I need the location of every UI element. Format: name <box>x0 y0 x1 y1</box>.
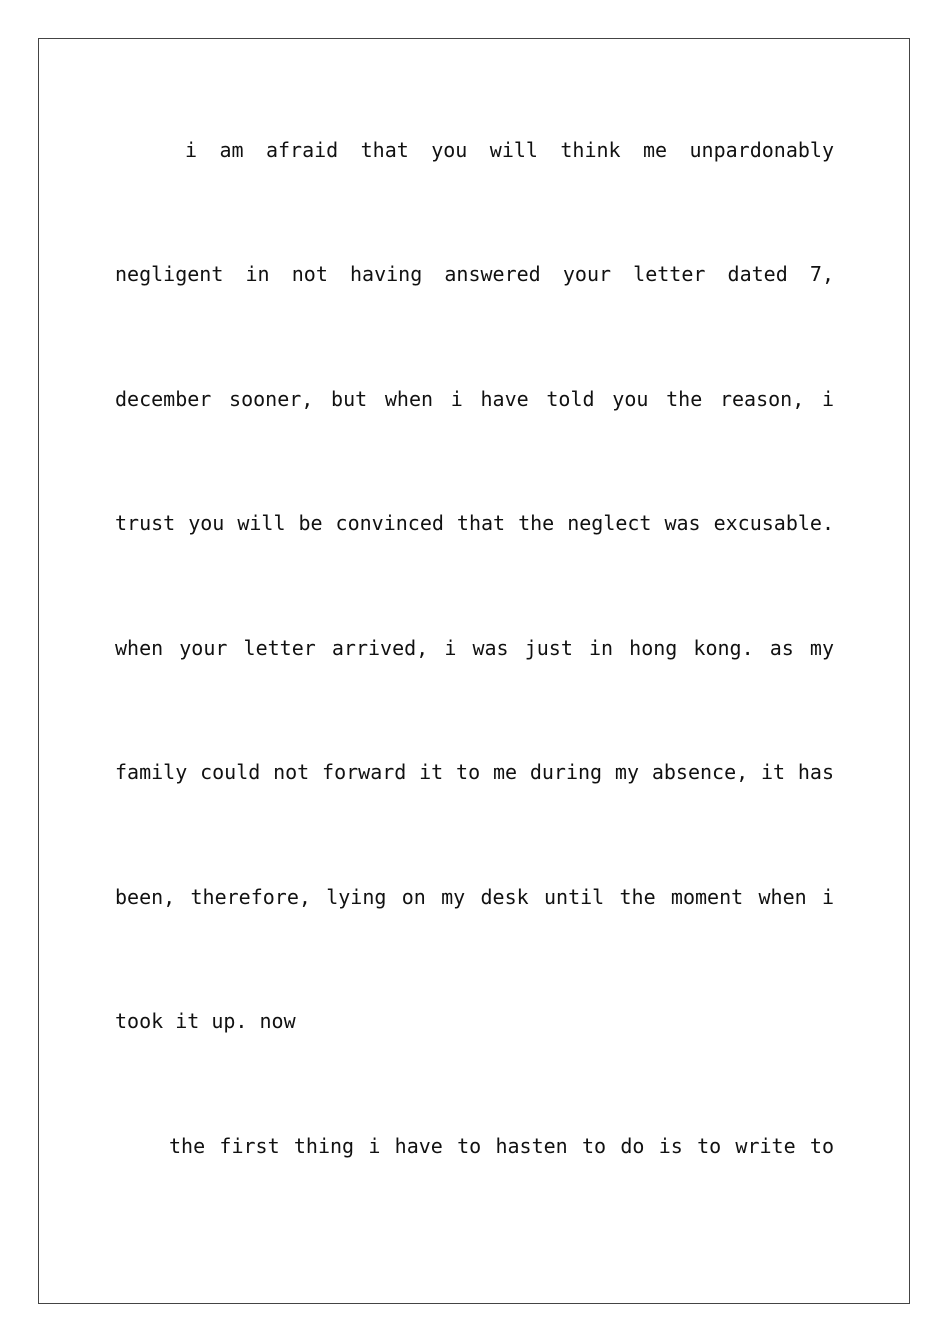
paragraph-line-2: negligent in not having answered your letter dated 7, <box>115 262 834 286</box>
paragraph-line-1: i am afraid that you will think me unpardonably <box>185 138 834 162</box>
paragraph-line-4: trust you will be convinced that the neglect was excusable. <box>115 511 834 535</box>
page-frame <box>38 38 910 1304</box>
paragraph-line-7: been, therefore, lying on my desk until the moment when i <box>115 885 834 909</box>
paragraph-line-6: family could not forward it to me during my absence, it has <box>115 760 834 784</box>
paragraph-line-9: the first thing i have to hasten to do is to write to <box>169 1134 834 1158</box>
paragraph-line-8: took it up. now <box>115 1009 296 1033</box>
paragraph-line-3: december sooner, but when i have told you the reason, i <box>115 387 834 411</box>
paragraph-line-5: when your letter arrived, i was just in hong kong. as my <box>115 636 834 660</box>
